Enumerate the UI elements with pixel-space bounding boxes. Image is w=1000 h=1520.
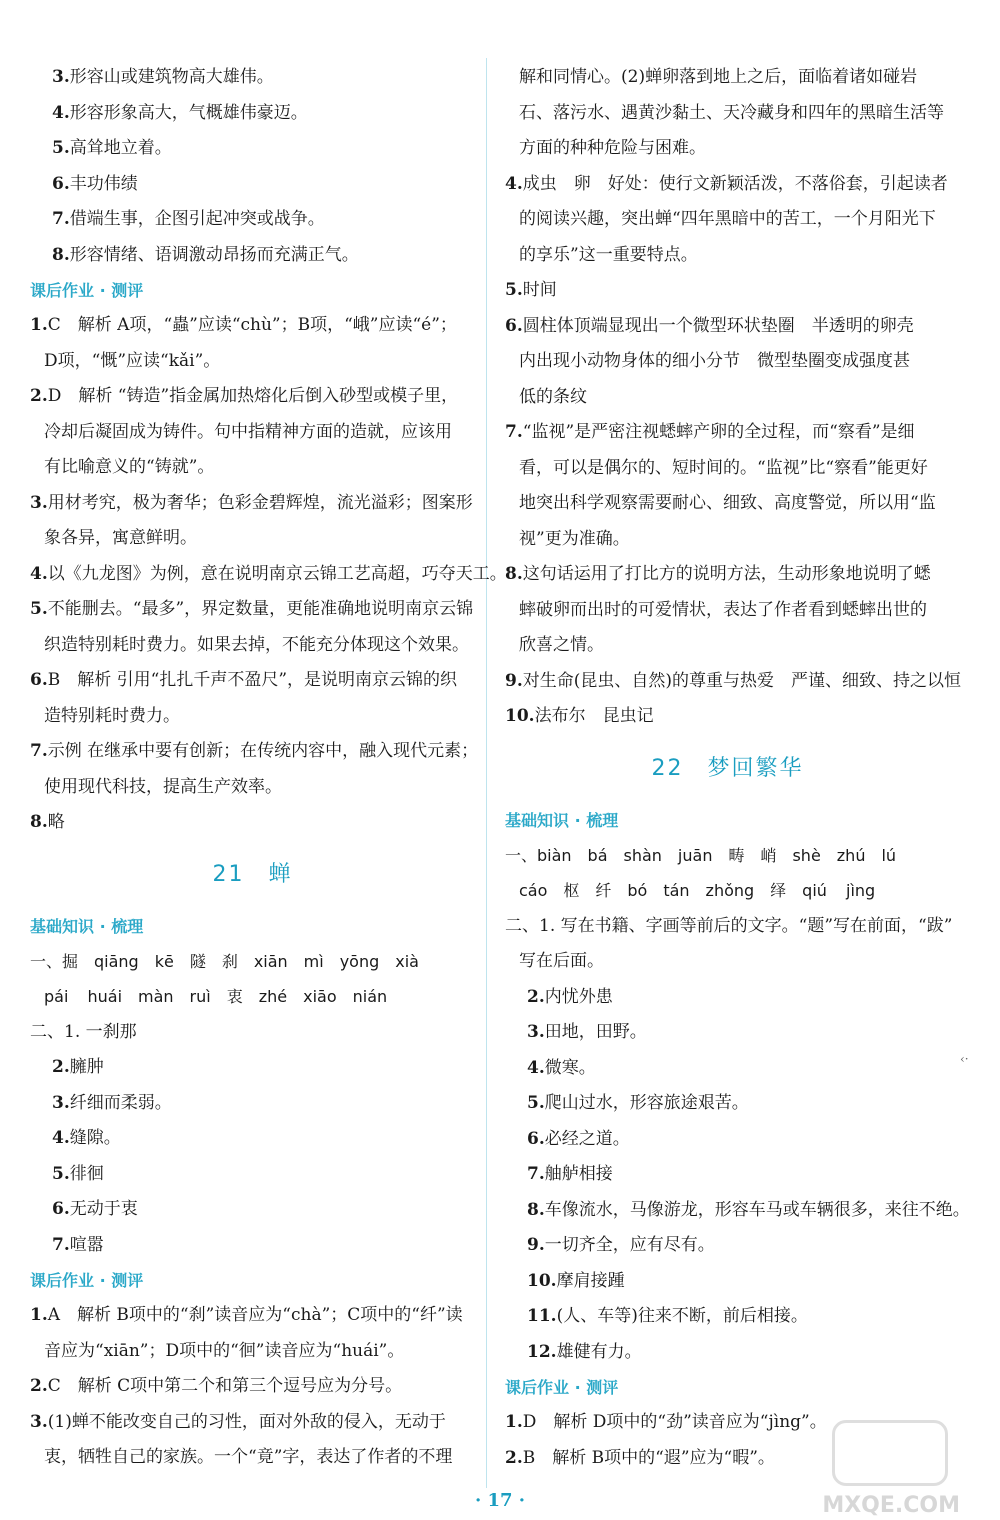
item-text: 的享乐”这一重要特点。 xyxy=(519,244,698,265)
item-text: 冷却后凝固成为铸件。句中指精神方面的造就，应该用 xyxy=(44,421,452,442)
answer-item xyxy=(30,805,475,841)
answer-text-line xyxy=(30,628,475,664)
answer-text-line xyxy=(505,873,950,909)
answer-item xyxy=(505,980,950,1016)
answer-item xyxy=(505,1122,950,1158)
item-number: 2. xyxy=(52,1057,70,1077)
item-text: 借端生事，企图引起冲突或战争。 xyxy=(69,209,325,229)
item-text: 有比喻意义的“铸就”。 xyxy=(44,457,215,477)
item-number: 8. xyxy=(527,1199,545,1220)
answer-text-line xyxy=(505,202,950,238)
item-text: 田地，田野。 xyxy=(544,1022,647,1042)
item-text: 形容形象高大，气概雄伟豪迈。 xyxy=(69,102,308,123)
answer-item xyxy=(30,557,507,593)
item-number: 3. xyxy=(52,1092,70,1113)
item-text: 喧嚣 xyxy=(69,1234,104,1255)
item-number: 9. xyxy=(527,1235,545,1255)
item-text: 石、落污水、遇黄沙黏土、天冷藏身和四年的黑暗生活等 xyxy=(519,102,944,123)
item-number: 4. xyxy=(52,102,70,123)
item-text: 以《九龙图》为例，意在说明南京云锦工艺高超，巧夺天工。 xyxy=(47,563,507,584)
answer-item xyxy=(505,664,962,700)
lesson-title xyxy=(30,841,475,909)
answer-item xyxy=(505,1264,950,1300)
answer-item xyxy=(30,202,475,238)
section-heading: 课后作业 · 测评 xyxy=(30,281,144,300)
item-number: 2. xyxy=(527,986,545,1007)
item-text: 内出现小动物身体的细小分节 微型垫圈变成强度甚 xyxy=(519,351,910,371)
item-text: D 解析 D项中的“劲”读音应为“jìng”。 xyxy=(522,1412,827,1432)
answer-item xyxy=(505,415,950,451)
item-text: 衷，牺牲自己的家族。一个“竟”字，表达了作者的不理 xyxy=(44,1447,453,1467)
item-text: D项，“慨”应读“kǎi”。 xyxy=(44,350,221,371)
item-number: 8. xyxy=(30,812,48,832)
answer-text-line xyxy=(505,238,950,274)
item-text: 低的条纹 xyxy=(519,386,587,407)
item-text: 徘徊 xyxy=(69,1163,104,1184)
item-number: 8. xyxy=(52,244,70,265)
answer-item xyxy=(30,486,475,522)
answer-text-line xyxy=(30,344,475,380)
answer-text-line xyxy=(30,521,475,557)
right-column xyxy=(505,60,970,1476)
item-text: B 解析 B项中的“遐”应为“暇”。 xyxy=(522,1447,775,1468)
item-number: 3. xyxy=(527,1022,545,1042)
item-text: 臃肿 xyxy=(69,1057,104,1077)
section-heading: 基础知识 · 梳理 xyxy=(505,810,619,830)
item-text: 摩肩接踵 xyxy=(556,1270,625,1291)
item-number: 9. xyxy=(505,670,523,691)
column-divider xyxy=(486,58,487,1488)
item-text: 时间 xyxy=(522,280,557,300)
item-number: 10. xyxy=(527,1270,557,1291)
answer-item xyxy=(505,1086,950,1122)
answer-text-line xyxy=(505,451,950,487)
answer-text-line xyxy=(505,486,950,522)
answer-item xyxy=(505,1228,950,1264)
item-number: 6. xyxy=(52,173,70,194)
answer-item xyxy=(30,1228,475,1264)
item-number: 2. xyxy=(505,1447,523,1468)
item-number: 2. xyxy=(30,1376,48,1396)
answer-text-line xyxy=(505,593,950,629)
item-text: 内忧外患 xyxy=(544,986,613,1007)
answer-item xyxy=(30,96,475,132)
item-text: A 解析 B项中的“刹”读音应为“chà”；C项中的“纤”读 xyxy=(47,1305,463,1325)
item-text: 纤细而柔弱。 xyxy=(69,1092,172,1113)
answer-text-line xyxy=(505,838,950,874)
answer-item xyxy=(30,734,479,770)
lesson-title-text: 22 梦回繁华 xyxy=(651,755,804,781)
page-number: · 17 · xyxy=(474,1490,526,1511)
item-text: 的阅读兴趣，突出蝉“四年黑暗中的苦工，一个月阳光下 xyxy=(519,209,936,229)
answer-item xyxy=(30,308,475,344)
item-text: 写在后面。 xyxy=(519,951,604,971)
item-number: 4. xyxy=(52,1128,70,1148)
item-text: 织造特别耗时费力。如果去掉，不能充分体现这个效果。 xyxy=(44,634,469,655)
item-text: 舳舻相接 xyxy=(544,1164,613,1184)
item-text: C 解析 C项中第二个和第三个逗号应为分号。 xyxy=(47,1376,403,1396)
item-text: 用材考究，极为奢华；色彩金碧辉煌，流光溢彩；图案形 xyxy=(47,492,473,513)
answer-item xyxy=(505,699,950,735)
answer-text-line xyxy=(30,415,475,451)
item-text: 形容山或建筑物高大雄伟。 xyxy=(69,67,274,87)
item-text: 一、biàn bá shàn juān 畴 峭 shè zhú lú xyxy=(505,845,897,865)
item-number: 6. xyxy=(52,1199,70,1219)
item-number: 1. xyxy=(30,1305,48,1325)
item-text: 形容情绪、语调激动昂扬而充满正气。 xyxy=(69,244,359,265)
item-text: 对生命(昆虫、自然)的尊重与热爱 严谨、细致、持之以恒 xyxy=(522,670,962,691)
item-text: 蟀破卵而出时的可爱情状，表达了作者看到蟋蟀出世的 xyxy=(519,599,927,620)
item-number: 7. xyxy=(505,422,523,442)
item-text: 高耸地立着。 xyxy=(69,138,172,158)
item-number: 5. xyxy=(505,280,523,300)
answer-item xyxy=(30,1121,475,1157)
item-text: 雄健有力。 xyxy=(556,1341,642,1362)
answer-item xyxy=(505,1015,950,1051)
answer-text-line xyxy=(30,1334,475,1370)
answer-item xyxy=(30,592,475,628)
answer-text-line xyxy=(30,770,475,806)
item-text: C 解析 A项，“蟲”应读“chù”；B项，“峨”应读“é”； xyxy=(47,315,457,335)
item-text: 必经之道。 xyxy=(544,1128,630,1149)
answer-item xyxy=(30,1157,475,1193)
item-text: “监视”是严密注视蟋蟀产卵的全过程，而“察看”是细 xyxy=(522,422,915,442)
item-number: 7. xyxy=(527,1164,545,1184)
item-number: 7. xyxy=(30,741,48,761)
item-text: 爬山过水，形容旅途艰苦。 xyxy=(544,1093,749,1113)
answer-text-line xyxy=(30,1015,475,1051)
item-text: pái huái màn ruì 衷 zhé xiāo nián xyxy=(44,987,388,1006)
item-number: 5. xyxy=(527,1093,545,1113)
item-number: 7. xyxy=(52,209,70,229)
answer-item xyxy=(30,167,475,203)
answer-item xyxy=(505,557,950,593)
answer-item xyxy=(505,309,950,345)
item-number: 4. xyxy=(505,173,523,194)
answer-item xyxy=(30,1298,475,1334)
item-text: 二、1. 写在书籍、字画等前后的文字。“题”写在前面，“跋” xyxy=(505,915,953,936)
answer-item xyxy=(505,1193,970,1229)
item-number: 5. xyxy=(52,138,70,158)
answer-text-line xyxy=(505,60,950,96)
answer-item xyxy=(30,663,475,699)
item-number: 1. xyxy=(30,315,48,335)
item-number: 4. xyxy=(30,563,48,584)
lesson-title xyxy=(505,735,950,803)
answer-item xyxy=(30,1192,475,1228)
answer-item xyxy=(30,1086,475,1122)
answer-text-line xyxy=(505,96,950,132)
answer-item xyxy=(505,1051,950,1087)
item-number: 10. xyxy=(505,706,535,726)
answer-text-line xyxy=(505,944,950,980)
left-column xyxy=(30,60,507,1476)
answer-item xyxy=(30,1405,475,1441)
item-text: 一、掘 qiāng kē 隧 刹 xiān mì yōng xià xyxy=(30,951,419,971)
item-number: 6. xyxy=(527,1128,545,1149)
answer-item xyxy=(505,1335,950,1371)
section-heading: 基础知识 · 梳理 xyxy=(30,916,144,936)
item-number: 6. xyxy=(30,670,48,690)
answer-text-line xyxy=(505,909,953,945)
item-text: 地突出科学观察需要耐心、细致、高度警觉，所以用“监 xyxy=(519,493,936,513)
answer-stamp-icon xyxy=(832,1420,948,1486)
item-text: 车像流水，马像游龙，形容车马或车辆很多，来往不绝。 xyxy=(544,1199,970,1220)
item-number: 11. xyxy=(527,1306,557,1326)
item-text: 缝隙。 xyxy=(69,1128,121,1148)
item-text: 使用现代科技，提高生产效率。 xyxy=(44,776,282,797)
answer-item xyxy=(505,167,950,203)
item-text: 视”更为准确。 xyxy=(519,528,630,549)
answer-text-line xyxy=(30,979,475,1015)
answer-text-line xyxy=(505,380,950,416)
item-number: 7. xyxy=(52,1234,70,1255)
item-number: 5. xyxy=(52,1163,70,1184)
item-number: 3. xyxy=(30,1411,48,1432)
item-text: 象各异，寓意鲜明。 xyxy=(44,528,197,548)
item-number: 3. xyxy=(52,67,70,87)
item-number: 2. xyxy=(30,386,48,406)
answer-text-line xyxy=(30,699,475,735)
item-text: B 解析 引用“扎扎千声不盈尺”，是说明南京云锦的织 xyxy=(47,670,458,690)
watermark-logo xyxy=(822,1420,978,1518)
item-text: 不能删去。“最多”，界定数量，更能准确地说明南京云锦 xyxy=(47,599,474,619)
answer-text-line xyxy=(505,344,950,380)
item-text: 方面的种种危险与困难。 xyxy=(519,138,706,158)
item-number: 5. xyxy=(30,599,48,619)
answer-text-line xyxy=(505,131,950,167)
item-text: (人、车等)往来不断，前后相接。 xyxy=(556,1306,808,1326)
item-text: 法布尔 昆虫记 xyxy=(534,706,654,726)
item-text: cáo 枢 纤 bó tán zhǒng 绎 qiú jìng xyxy=(519,881,876,900)
item-text: 二、1. 一刹那 xyxy=(30,1021,137,1042)
answer-item xyxy=(505,1157,950,1193)
item-text: 这句话运用了打比方的说明方法，生动形象地说明了蟋 xyxy=(522,564,931,584)
item-text: 无动于衷 xyxy=(69,1199,138,1219)
item-number: 1. xyxy=(505,1412,523,1432)
item-number: 4. xyxy=(527,1057,545,1078)
item-text: 一切齐全，应有尽有。 xyxy=(544,1235,715,1255)
answer-item xyxy=(30,60,475,96)
section-heading: 课后作业 · 测评 xyxy=(505,1378,619,1397)
answer-item xyxy=(30,1050,475,1086)
answer-text-line xyxy=(30,944,475,980)
item-text: D 解析 “铸造”指金属加热熔化后倒入砂型或模子里， xyxy=(47,386,459,406)
item-text: 看，可以是偶尔的、短时间的。“监视”比“察看”能更好 xyxy=(519,457,928,478)
answer-item xyxy=(30,379,475,415)
stray-mark: ‹· xyxy=(960,1052,969,1066)
item-text: 音应为“xiān”；D项中的“徊”读音应为“huái”。 xyxy=(44,1340,405,1361)
answer-item xyxy=(30,1369,475,1405)
answer-text-line xyxy=(30,1440,475,1476)
answer-item xyxy=(30,238,475,274)
section-heading: 课后作业 · 测评 xyxy=(30,1271,144,1290)
answer-text-line xyxy=(505,522,950,558)
answer-text-line xyxy=(30,450,475,486)
item-number: 6. xyxy=(505,315,523,336)
answer-item xyxy=(30,131,475,167)
item-text: 造特别耗时费力。 xyxy=(44,705,180,726)
item-text: 丰功伟绩 xyxy=(69,173,138,194)
item-text: 微寒。 xyxy=(544,1057,596,1078)
answer-text-line xyxy=(505,628,950,664)
item-text: 圆柱体顶端显现出一个微型环状垫圈 半透明的卵壳 xyxy=(522,315,914,336)
item-number: 12. xyxy=(527,1341,557,1362)
answer-item xyxy=(505,1299,950,1335)
lesson-title-text: 21 蝉 xyxy=(212,861,293,887)
item-number: 3. xyxy=(30,492,48,513)
item-text: 略 xyxy=(47,812,65,832)
item-text: 欣喜之情。 xyxy=(519,635,604,655)
item-text: (1)蝉不能改变自己的习性，面对外敌的侵入，无动于 xyxy=(47,1411,446,1432)
item-text: 示例 在继承中要有创新；在传统内容中，融入现代元素； xyxy=(47,741,479,761)
item-number: 8. xyxy=(505,564,523,584)
item-text: 成虫 卵 好处：使行文新颖活泼，不落俗套，引起读者 xyxy=(522,173,948,194)
watermark-text: MXQE.COM xyxy=(822,1493,960,1518)
item-text: 解和同情心。(2)蝉卵落到地上之后，面临着诸如碰岩 xyxy=(519,67,918,87)
answer-item xyxy=(505,273,950,309)
